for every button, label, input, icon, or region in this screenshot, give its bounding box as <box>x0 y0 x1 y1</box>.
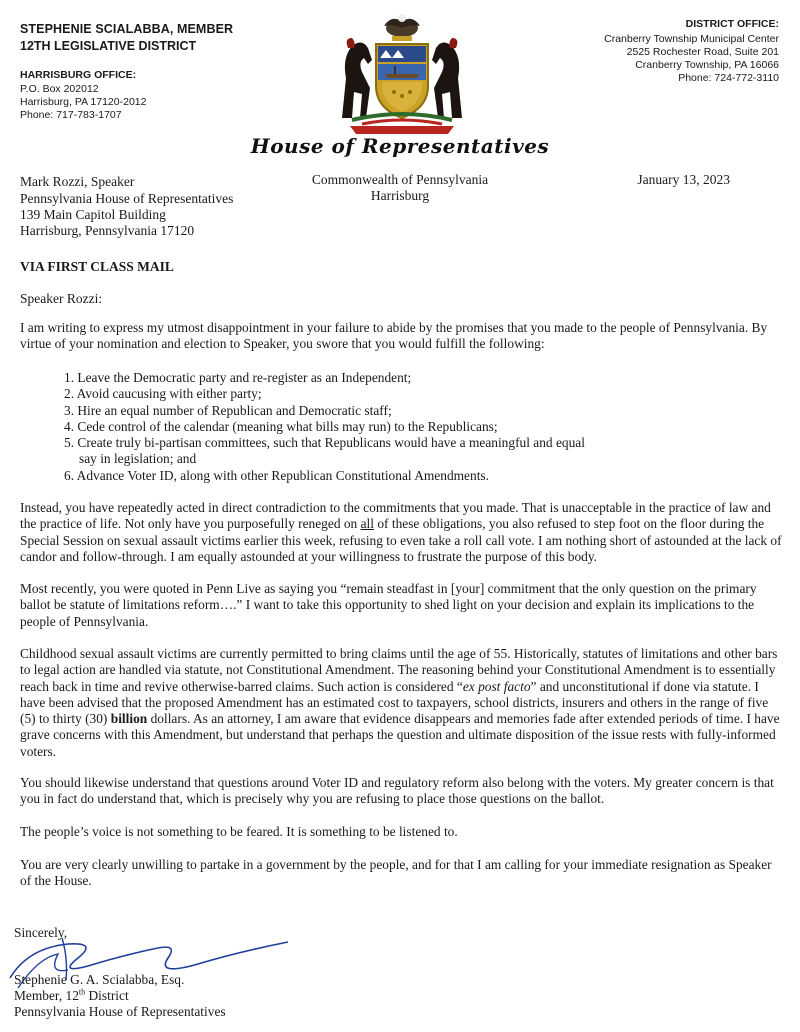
signer-title <box>14 988 129 1004</box>
recipient-line: Harrisburg, Pennsylvania 17120 <box>20 223 195 238</box>
text-run: of these obligations, you also refused to step foot on the floor during the Special Session on sexual assault victims earlier this week, refusing to even take a roll call vote. I am nothing short of astounded at the lack of candor and follow-through. I am equally astounded at your willingness to frustrate the purpose of this body. <box>20 516 782 564</box>
text-run: ” and unconstitutional if done via statute. I have been advised that the proposed Amendment has an estimated cost to taxpayers, school districts, insurers and others in the range of five (5) to thirty (30) <box>20 678 769 727</box>
italic-text: ex post facto <box>462 678 531 694</box>
signer-name: Stephenie G. A. Scialabba, Esq. <box>14 972 185 987</box>
paragraph-contradiction <box>20 500 784 565</box>
member-name: STEPHENIE SCIALABBA, MEMBER <box>20 22 234 36</box>
paragraph-voter-id: You should likewise understand that questions around Voter ID and regulatory reform also belong with the voters. My greater concern is that you in fact do understand that, which is precisely why you are refusing to place those questions on the ballot. <box>20 775 774 807</box>
harrisburg-office-title: HARRISBURG OFFICE: <box>20 69 137 81</box>
closing: Sincerely, <box>14 925 68 940</box>
text-run: District <box>85 988 129 1003</box>
list-item: 4. Cede control of the calendar (meaning what bills may run) to the Republicans; <box>64 418 498 434</box>
paragraph-penn-live: Most recently, you were quoted in Penn Live as saying you “remain steadfast in [your] commitment that the only question on the primary ballot be statute of limitations reform….” I want to take this opportunity to shed light on your decision and explain its implications to the people of Pennsylvania. <box>20 581 757 629</box>
district-office-line: Phone: 724-772-3110 <box>678 72 779 84</box>
text-run: Member, 12 <box>14 988 79 1003</box>
harrisburg-office-line: Harrisburg, PA 17120-2012 <box>20 96 147 108</box>
delivery-method: VIA FIRST CLASS MAIL <box>20 259 174 274</box>
district-office-line: Cranberry Township, PA 16066 <box>635 59 779 71</box>
commonwealth-label: Commonwealth of Pennsylvania <box>311 172 489 187</box>
superscript: th <box>78 987 86 997</box>
recipient-line: 139 Main Capitol Building <box>20 207 166 222</box>
text-run: Instead, you have repeatedly acted in direct contradiction to the commitments that you made. That is unacceptable in the practice of law and the practice of life. Not only have you purposefully reneged on <box>20 500 771 532</box>
harrisburg-office-line: Phone: 717-783-1707 <box>20 109 122 121</box>
house-title: House of Representatives <box>250 134 550 158</box>
eagle-icon <box>384 14 420 41</box>
signer-body: Pennsylvania House of Representatives <box>14 1004 226 1019</box>
list-item: 1. Leave the Democratic party and re-register as an Independent; <box>64 370 412 385</box>
intro-paragraph: I am writing to express my utmost disappointment in your failure to abide by the promises that you made to the people of Pennsylvania. By virtue of your nomination and election to Speaker, you swore that you would fulfill the following: <box>20 320 768 352</box>
harrisburg-office-line: P.O. Box 202012 <box>20 83 99 95</box>
city-label: Harrisburg <box>370 188 430 203</box>
district-office-line: Cranberry Township Municipal Center <box>604 33 779 45</box>
district-office-line: 2525 Rochester Road, Suite 201 <box>626 46 779 58</box>
recipient-line: Pennsylvania House of Representatives <box>20 191 234 206</box>
list-item: 6. Advance Voter ID, along with other Republican Constitutional Amendments. <box>64 467 489 483</box>
paragraph-resignation: You are very clearly unwilling to partake in a government by the people, and for that I am calling for your immediate resignation as Speaker of the House. <box>20 857 772 889</box>
bold-text: billion <box>110 711 148 727</box>
member-district: 12TH LEGISLATIVE DISTRICT <box>20 39 197 53</box>
underlined-text: all <box>360 516 374 532</box>
recipient-line: Mark Rozzi, Speaker <box>20 174 135 189</box>
paragraph-statute <box>20 646 784 760</box>
text-run: dollars. As an attorney, I am aware that evidence disappears and memories fade after extended periods of time. I have grave concerns with this Amendment, but understand that perhaps the question and ultimate disposition of the issue rests with fully-informed voters. <box>20 711 780 759</box>
text-run: Childhood sexual assault victims are currently permitted to bring claims until the age of 55. Historically, statutes of limitations and other bars to legal action are handled via statute, not Constitutional Amendment. The reasoning behind your Constitutional Amendment is to essentially reach back in time and revive otherwise-barred claims. Such action is considered “ <box>20 646 778 694</box>
paragraph-peoples-voice: The people’s voice is not something to be feared. It is something to be listened to. <box>20 824 458 839</box>
salutation: Speaker Rozzi: <box>20 291 103 306</box>
promises-list <box>64 370 764 484</box>
list-item: say in legislation; and <box>79 451 197 467</box>
district-office-title: DISTRICT OFFICE: <box>685 18 779 30</box>
list-item: 2. Avoid caucusing with either party; <box>64 386 262 402</box>
pennsylvania-coat-of-arms-icon <box>322 8 482 136</box>
letter-date: January 13, 2023 <box>637 172 730 187</box>
list-item: 3. Hire an equal number of Republican and Democratic staff; <box>64 402 392 418</box>
list-item: 5. Create truly bi-partisan committees, such that Republicans would have a meaningful and equal <box>64 435 585 451</box>
